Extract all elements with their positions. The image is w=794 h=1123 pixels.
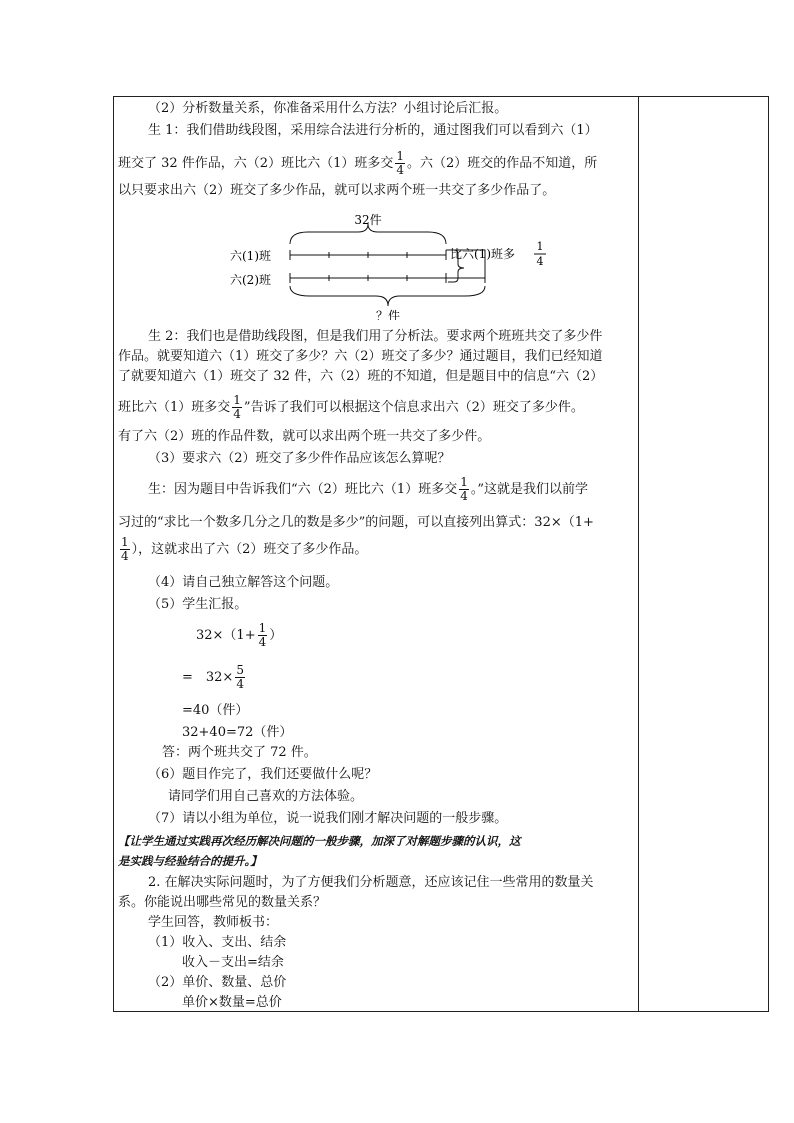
student-3-line-1: 生：因为题目中告诉我们“六（2）班比六（1）班多交 $\frac{1}{4}$ 。”这就是我们以前学	[148, 475, 588, 503]
question-4: （4）请自己独立解答这个问题。	[148, 575, 339, 590]
column-divider	[638, 96, 639, 1012]
row-2-label: 六(2)班	[230, 273, 271, 287]
design-note-line-2: 是实践与经验结合的提升。】	[118, 854, 262, 868]
student-3-line-3: $\frac{1}{4}$ ），这就求出了六（2）班交了多少作品。	[121, 535, 368, 563]
fraction-quarter: $\frac{1}{4}$	[258, 621, 267, 649]
relation-1: （1）收入、支出、结余	[148, 935, 287, 950]
question-7: （7）请以小组为单位，说一说我们刚才解决问题的一般步骤。	[148, 811, 508, 826]
student-3-line-2: 习过的“求比一个数多几分之几的数是多少”的问题，可以直接列出算式：32×（1+	[118, 515, 594, 530]
question-2: （2）分析数量关系，你准备采用什么方法？小组讨论后汇报。	[148, 101, 508, 116]
question-5: （5）学生汇报。	[148, 597, 248, 612]
top-brace	[290, 224, 446, 244]
line-segment-diagram	[218, 210, 558, 320]
row-1-label: 六(1)班	[230, 249, 271, 263]
design-note-line-1: 【让学生通过实践再次经历解决问题的一般步骤，加深了对解题步骤的认识，这	[118, 834, 521, 848]
side-frac-den: 4	[536, 255, 544, 268]
calc-line-2: = 32× $\frac{5}{4}$	[182, 663, 244, 691]
student-2-line-4: 班比六（1）班多交 $\frac{1}{4}$ ”告诉了我们可以根据这个信息求出六（2）班交了多少件。	[118, 393, 584, 421]
relation-1-formula: 收入－支出=结余	[182, 955, 284, 970]
student-2-line-1: 生 2：我们也是借助线段图，但是我们用了分析法。要求两个班班共交了多少件	[148, 329, 603, 344]
section-2-line-1: 2. 在解决实际问题时，为了方便我们分析题意，还应该记住一些常用的数量关	[148, 875, 594, 890]
student-1-line-1: 生 1：我们借助线段图，采用综合法进行分析的，通过图我们可以看到六（1）	[148, 123, 598, 138]
relation-2: （2）单价、数量、总价	[148, 975, 287, 990]
diagram-bottom-label: ？件	[375, 309, 401, 320]
question-6-sub: 请同学们用自己喜欢的方法体验。	[168, 789, 364, 804]
student-1-line-2: 班交了 32 件作品，六（2）班比六（1）班多交 $\frac{1}{4}$ 。六（2）班交的作品不知道，所	[118, 149, 598, 177]
answer: 答：两个班共交了 72 件。	[162, 745, 317, 760]
diagram-top-label: 32件	[354, 213, 382, 227]
question-3: （3）要求六（2）班交了多少件作品应该怎么算呢？	[148, 451, 451, 466]
side-frac-num: 1	[536, 240, 544, 253]
board-intro: 学生回答，教师板书：	[148, 915, 279, 930]
fraction-five-quarters: $\frac{5}{4}$	[236, 663, 244, 691]
calc-line-4: 32+40=72（件）	[182, 725, 293, 740]
relation-2-formula: 单价×数量=总价	[182, 995, 282, 1010]
fraction-quarter: $\frac{1}{4}$	[460, 475, 468, 503]
question-6: （6）题目作完了，我们还要做什么呢？	[148, 767, 378, 782]
side-label: 比六(1)班多	[450, 247, 515, 261]
student-2-line-5: 有了六（2）班的作品件数，就可以求出两个班一共交了多少件。	[118, 429, 491, 444]
bottom-brace	[290, 286, 485, 306]
fraction-quarter: $\frac{1}{4}$	[121, 535, 129, 563]
student-2-line-3: 了就要知道六（1）班交了 32 件，六（2）班的不知道，但是题目中的信息“六（2）	[118, 369, 604, 384]
fraction-quarter: $\frac{1}{4}$	[233, 393, 241, 421]
student-1-line-3: 以只要求出六（2）班交了多少作品，就可以求两个班一共交了多少作品了。	[118, 183, 556, 198]
fraction-quarter: $\frac{1}{4}$	[396, 149, 404, 177]
calc-line-1: 32×（1+ $\frac{1}{4}$ ）	[196, 621, 283, 649]
calc-line-3: =40（件）	[182, 703, 249, 718]
section-2-line-2: 系。你能说出哪些常见的数量关系？	[118, 895, 327, 910]
student-2-line-2: 作品。就要知道六（1）班交了多少？六（2）班交了多少？通过题目，我们已经知道	[118, 349, 603, 364]
